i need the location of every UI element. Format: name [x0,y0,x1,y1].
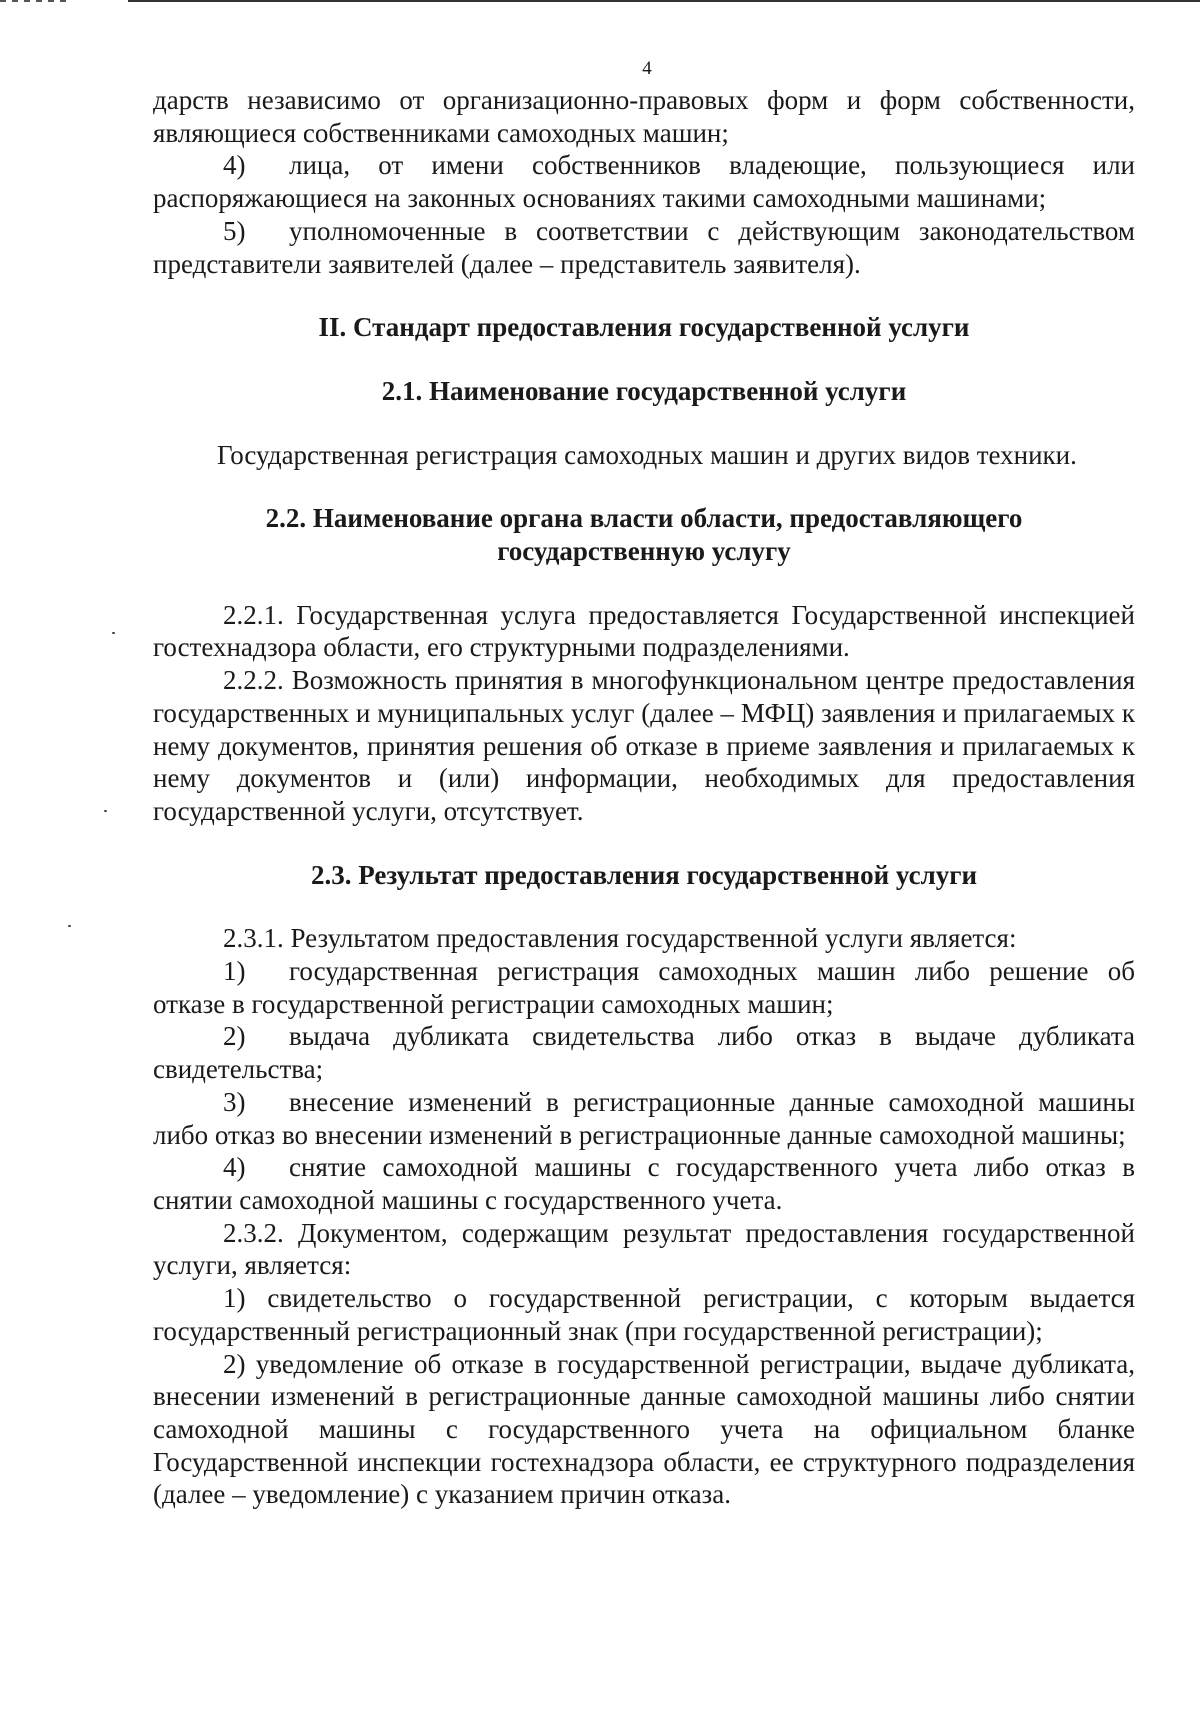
scan-artifact-dot [68,925,71,927]
list-text: государственная регистрация самоходных машин либо решение об отказе в государственной регистрации самоходных машин; [153,956,1135,1019]
intro-continuation: дарств независимо от организационно-правовых форм и форм собственности, являющиеся собственниками самоходных машин; [153,85,1135,148]
subsection-heading-2-2 [153,502,1135,567]
result-list-item [153,955,1135,1020]
top-border-line [128,0,1200,2]
scan-artifact-dot [112,632,115,634]
list-text: лица, от имени собственников владеющие, пользующиеся или распоряжающиеся на законных основаниях такими самоходными машинами; [153,150,1135,214]
heading-line: государственную услугу [497,536,791,567]
list-number: 4) [223,150,246,181]
paragraph-2-2-2: 2.2.2. Возможность принятия в многофункциональном центре предоставления государственных и муниципальных услуг (далее – МФЦ) заявления и прилагаемых к нему документов, принятия решения об отказе в приеме заявления и прилагаемых к нему документов и (или) информации, необходимых для предоставления государственной услуги, отсутствует. [153,665,1135,826]
list-text: внесение изменений в регистрационные данные самоходной машины либо отказ во внесении изменений в регистрационные данные самоходной машины; [153,1086,1135,1150]
result-list-item [153,1020,1135,1085]
page-number: 4 [642,58,652,79]
scan-artifact-dot [104,810,107,812]
result-list-item [153,1151,1135,1216]
list-text: выдача дубликата свидетельства либо отказ в выдаче дубликата свидетельства; [153,1021,1135,1085]
section-heading: II. Стандарт предоставления государственной услуги [318,312,970,343]
list-text: уполномоченные в соответствии с действующим законодательством представители заявителей (далее – представитель заявителя). [153,215,1135,279]
list-number: 3) [223,1086,246,1117]
paragraph-2-3-1: 2.3.1. Результатом предоставления государственной услуги является: [223,923,1017,954]
list-text: снятие самоходной машины с государственного учета либо отказ в снятии самоходной машины с государственного учета. [153,1152,1135,1215]
list-number: 4) [223,1152,246,1183]
intro-list-item [153,215,1135,280]
list-number: 2) [223,1021,246,1052]
subsection-heading-2-1: 2.1. Наименование государственной услуги [381,375,907,406]
document-body [153,84,1135,1511]
paragraph-2-3-2: 2.3.2. Документом, содержащим результат предоставления государственной услуги, является: [153,1217,1135,1281]
subsection-heading-2-3: 2.3. Результат предоставления государственной услуги [310,859,978,890]
document-item-2: 2) уведомление об отказе в государственной регистрации, выдаче дубликата, внесении изменений в регистрационные данные самоходной машины либо снятии самоходной машины с государственного учета на официальном бланке Государственной инспекции гостехнадзора области, ее структурного подразделения (далее – уведомление) с указанием причин отказа. [153,1348,1135,1510]
heading-line: 2.2. Наименование органа власти области, предоставляющего [265,503,1023,534]
list-number: 1) [223,956,246,987]
document-item-1: 1) свидетельство о государственной регистрации, с которым выдается государственный регистрационный знак (при государственной регистрации); [153,1283,1135,1346]
scan-artifact-dots [0,0,70,2]
intro-list-item [153,149,1135,214]
list-number: 5) [223,215,246,246]
result-list-item [153,1086,1135,1151]
service-name: Государственная регистрация самоходных машин и других видов техники. [217,439,1077,470]
paragraph-2-2-1: 2.2.1. Государственная услуга предоставляется Государственной инспекцией гостехнадзора области, его структурными подразделениями. [153,599,1135,663]
